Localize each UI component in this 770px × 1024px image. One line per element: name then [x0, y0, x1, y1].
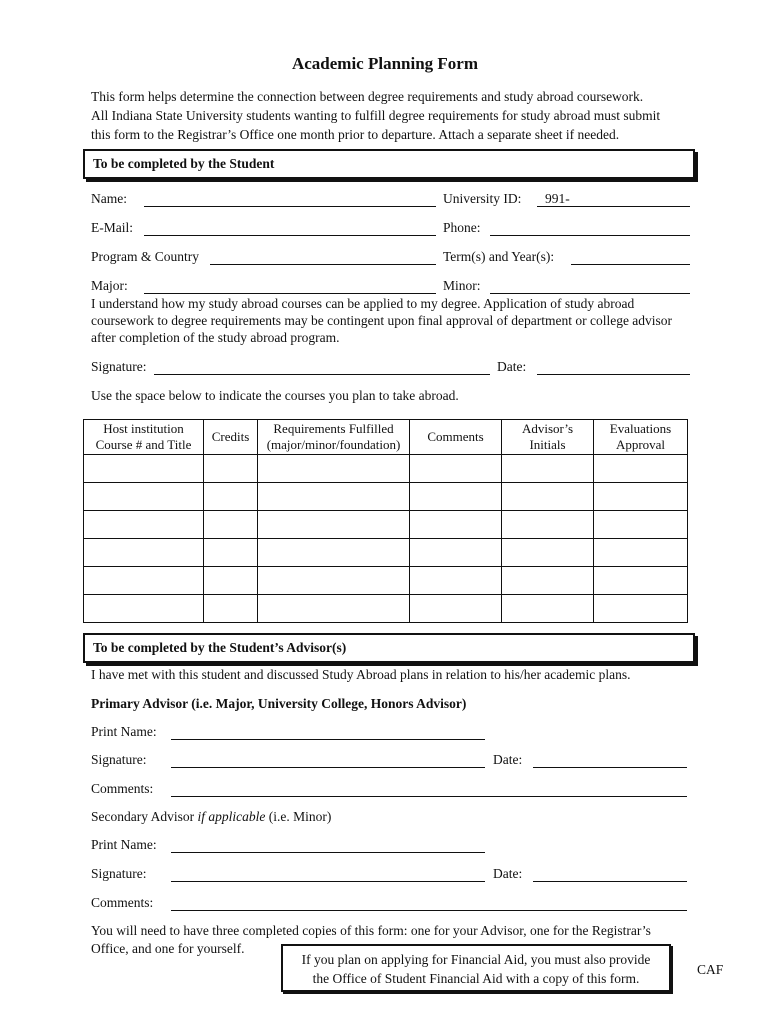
- minor-label: Minor:: [443, 278, 481, 293]
- minor-field[interactable]: [490, 293, 690, 294]
- table-cell[interactable]: [410, 567, 502, 595]
- secondary-print-name-label: Print Name:: [91, 837, 157, 852]
- table-cell[interactable]: [258, 483, 410, 511]
- intro-line-3: this form to the Registrar’s Office one month prior to departure. Attach a separate sheet if needed.: [91, 127, 620, 142]
- university-id-label: University ID:: [443, 191, 522, 206]
- phone-field[interactable]: [490, 235, 690, 236]
- table-cell[interactable]: [594, 539, 688, 567]
- intro-line-2: All Indiana State University students wanting to fulfill degree requirements for study abroad must submit: [91, 108, 661, 123]
- terms-years-label: Term(s) and Year(s):: [443, 249, 555, 264]
- financial-aid-note: [281, 944, 671, 992]
- table-row: [84, 483, 688, 511]
- table-cell[interactable]: [204, 483, 258, 511]
- table-cell[interactable]: [84, 595, 204, 623]
- primary-advisor-heading: Primary Advisor (i.e. Major, University College, Honors Advisor): [91, 696, 467, 711]
- secondary-print-name-field[interactable]: [171, 852, 485, 853]
- student-statement: I understand how my study abroad courses can be applied to my degree. Application of study abroad coursework to degree requirements may be contingent upon final approval of department or college advisor after completion of the study abroad program.: [91, 296, 673, 345]
- secondary-signature-label: Signature:: [91, 866, 147, 881]
- table-cell[interactable]: [502, 595, 594, 623]
- copies-note-line-2: Office, and one for yourself.: [91, 941, 245, 956]
- courses-table: [83, 419, 688, 623]
- program-country-field[interactable]: [210, 264, 436, 265]
- name-field[interactable]: [144, 206, 436, 207]
- table-row: [84, 455, 688, 483]
- table-row: [84, 567, 688, 595]
- secondary-signature-field[interactable]: [171, 881, 485, 882]
- advisor-section-header: To be completed by the Student’s Advisor(s): [83, 633, 695, 663]
- secondary-date-label: Date:: [493, 866, 523, 881]
- table-cell[interactable]: [502, 483, 594, 511]
- table-cell[interactable]: [258, 539, 410, 567]
- table-cell[interactable]: [204, 595, 258, 623]
- terms-years-field[interactable]: [571, 264, 690, 265]
- email-field[interactable]: [144, 235, 436, 236]
- table-cell[interactable]: [594, 455, 688, 483]
- table-cell[interactable]: [258, 455, 410, 483]
- table-cell[interactable]: [410, 539, 502, 567]
- table-cell[interactable]: [594, 483, 688, 511]
- secondary-comments-label: Comments:: [91, 895, 154, 910]
- copies-note-line-1: You will need to have three completed copies of this form: one for your Advisor, one for the Registrar’s: [91, 923, 651, 938]
- secondary-date-field[interactable]: [533, 881, 687, 882]
- major-label: Major:: [91, 278, 128, 293]
- major-field[interactable]: [144, 293, 436, 294]
- secondary-advisor-heading: Secondary Advisor if applicable (i.e. Minor): [91, 809, 332, 824]
- student-date-label: Date:: [497, 359, 527, 374]
- table-cell[interactable]: [258, 595, 410, 623]
- table-row: [84, 511, 688, 539]
- table-cell[interactable]: [410, 455, 502, 483]
- header-host-course: Host institution Course # and Title: [84, 420, 204, 455]
- header-advisor-initials: Advisor’s Initials: [502, 420, 594, 455]
- table-cell[interactable]: [84, 539, 204, 567]
- table-cell[interactable]: [410, 483, 502, 511]
- courses-instruction: Use the space below to indicate the courses you plan to take abroad.: [91, 388, 459, 403]
- primary-signature-label: Signature:: [91, 752, 147, 767]
- financial-aid-line-2: the Office of Student Financial Aid with a copy of this form.: [312, 971, 640, 986]
- header-evaluations-approval: Evaluations Approval: [594, 420, 688, 455]
- table-cell[interactable]: [410, 511, 502, 539]
- table-cell[interactable]: [84, 567, 204, 595]
- program-country-label: Program & Country: [91, 249, 199, 264]
- student-signature-field[interactable]: [154, 374, 490, 375]
- table-row: [84, 539, 688, 567]
- primary-date-label: Date:: [493, 752, 523, 767]
- form-code: CAF: [697, 962, 724, 977]
- email-label: E-Mail:: [91, 220, 133, 235]
- table-cell[interactable]: [502, 511, 594, 539]
- header-credits: Credits: [204, 420, 258, 455]
- table-row: [84, 595, 688, 623]
- table-cell[interactable]: [502, 567, 594, 595]
- table-cell[interactable]: [84, 455, 204, 483]
- courses-header-row: [84, 420, 688, 455]
- table-cell[interactable]: [204, 511, 258, 539]
- table-cell[interactable]: [204, 455, 258, 483]
- table-cell[interactable]: [84, 511, 204, 539]
- header-requirements: Requirements Fulfilled (major/minor/foundation): [258, 420, 410, 455]
- primary-comments-label: Comments:: [91, 781, 154, 796]
- advisor-statement: I have met with this student and discussed Study Abroad plans in relation to his/her academic plans.: [91, 667, 631, 682]
- student-signature-label: Signature:: [91, 359, 147, 374]
- table-cell[interactable]: [594, 595, 688, 623]
- table-cell[interactable]: [594, 567, 688, 595]
- table-cell[interactable]: [204, 539, 258, 567]
- primary-comments-field[interactable]: [171, 796, 687, 797]
- financial-aid-line-1: If you plan on applying for Financial Aid, you must also provide: [301, 952, 651, 967]
- university-id-prefix: 991-: [545, 191, 570, 206]
- table-cell[interactable]: [502, 455, 594, 483]
- table-cell[interactable]: [502, 539, 594, 567]
- intro-line-1: This form helps determine the connection between degree requirements and study abroad coursework.: [91, 89, 644, 104]
- header-comments: Comments: [410, 420, 502, 455]
- phone-label: Phone:: [443, 220, 481, 235]
- student-section-header: To be completed by the Student: [83, 149, 695, 179]
- table-cell[interactable]: [594, 511, 688, 539]
- student-date-field[interactable]: [537, 374, 690, 375]
- table-cell[interactable]: [204, 567, 258, 595]
- primary-print-name-field[interactable]: [171, 739, 485, 740]
- primary-signature-field[interactable]: [171, 767, 485, 768]
- table-cell[interactable]: [410, 595, 502, 623]
- secondary-comments-field[interactable]: [171, 910, 687, 911]
- table-cell[interactable]: [84, 483, 204, 511]
- name-label: Name:: [91, 191, 127, 206]
- primary-date-field[interactable]: [533, 767, 687, 768]
- table-cell[interactable]: [258, 511, 410, 539]
- primary-print-name-label: Print Name:: [91, 724, 157, 739]
- form-title: Academic Planning Form: [291, 54, 479, 73]
- table-cell[interactable]: [258, 567, 410, 595]
